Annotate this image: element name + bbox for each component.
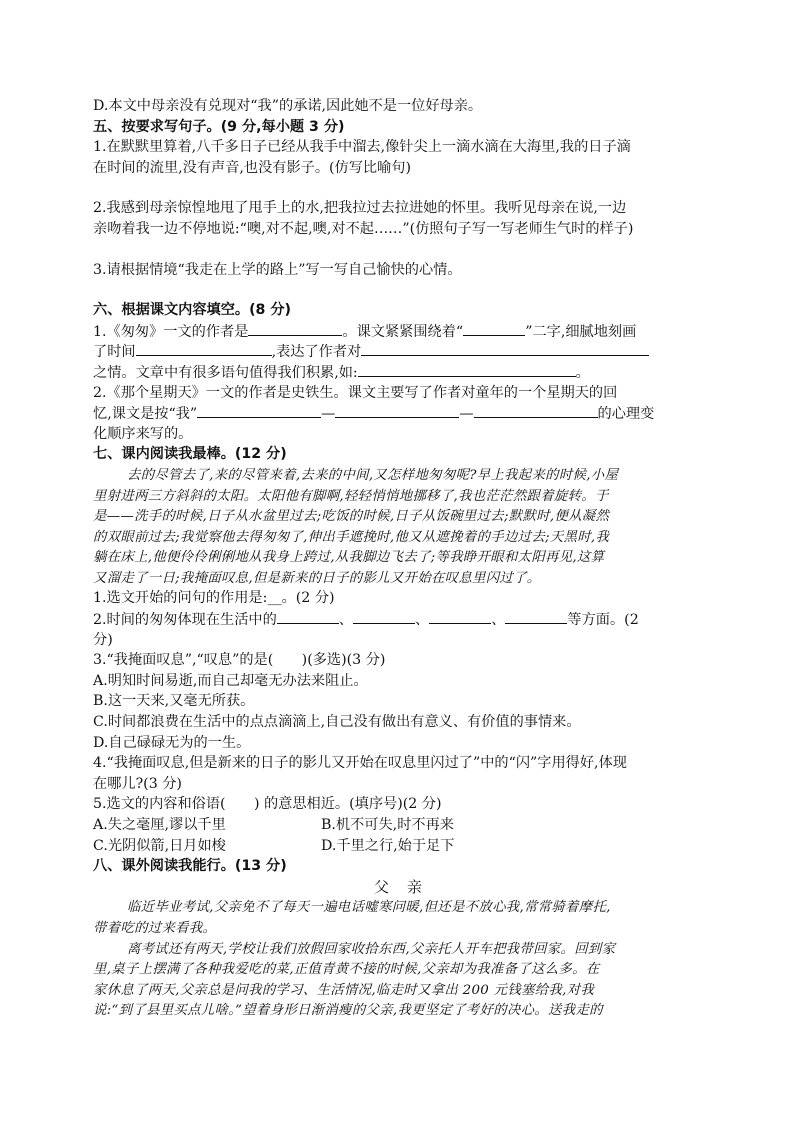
s7-q5-option-d: D.千里之行,始于足下 xyxy=(321,837,455,854)
fill-blank[interactable] xyxy=(505,609,567,624)
s7-q3-option-c: C.时间都浪费在生活中的点点滴滴上,自己没有做出有意义、有价值的事情来。 xyxy=(93,714,581,731)
s7-q3: 3.“我掩面叹息”,“叹息”的是( )(多选)(3 分) xyxy=(93,652,386,669)
dash: — xyxy=(321,406,336,423)
s6-q1-line2 xyxy=(93,341,703,362)
passage-father xyxy=(93,897,703,1021)
passage-line: 带着吃的过来看我。 xyxy=(93,920,217,936)
s7-q5-option-a: A.失之毫厘,谬以千里 xyxy=(93,817,226,833)
text: 。 xyxy=(575,364,590,381)
text: 忆,课文是按“我” xyxy=(93,406,198,423)
fill-blank[interactable] xyxy=(335,403,459,418)
passage-line: 躺在床上,他便伶伶俐俐地从我身上跨过,从我脚边飞去了;等我睁开眼和太阳再见,这算 xyxy=(93,550,605,566)
section-5-title: 五、按要求写句子。(9 分,每小题 3 分) xyxy=(93,118,345,135)
s6-q1-line1 xyxy=(93,321,703,342)
passage-line: 去的尽管去了,来的尽管来着,去来的中间,又怎样地匆匆呢?早上我起来的时候,小屋 xyxy=(127,467,619,483)
s7-q4-line2: 在哪儿?(3 分) xyxy=(93,775,182,792)
separator: 、 xyxy=(491,612,506,629)
answer-space xyxy=(93,240,703,260)
s5-q2-line1: 2.我感到母亲惊惶地甩了甩手上的水,把我拉过去拉进她的怀里。我听见母亲在说,一边 xyxy=(93,200,627,217)
s6-q1-line3 xyxy=(93,362,703,383)
s5-q3: 3.请根据情境“我走在上学的路上”写一写自己愉快的心情。 xyxy=(93,261,462,278)
passage-line: 是——洗手的时候,日子从水盆里过去;吃饭的时候,日子从饭碗里过去;默默时,便从凝然 xyxy=(93,509,610,525)
fill-blank[interactable] xyxy=(248,321,342,336)
s5-q2-line2: 亲吻着我一边不停地说:“噢,对不起,噢,对不起……”(仿照句子写一写老师生气时的样子) xyxy=(93,220,634,237)
section-7-title: 七、课内阅读我最棒。(12 分) xyxy=(93,446,287,463)
s7-q2-line2: 分) xyxy=(93,631,113,648)
separator: 、 xyxy=(415,612,430,629)
text: ,表达了作者对 xyxy=(271,344,362,361)
passage-line: 里射进两三方斜斜的太阳。太阳他有脚啊,轻轻悄悄地挪移了,我也茫茫然跟着旋转。于 xyxy=(93,488,609,504)
s7-q3-option-a: A.明知时间易逝,而自己却毫无办法来阻止。 xyxy=(93,672,368,689)
passage-line: 离考试还有两天,学校让我们放假回家收拾东西,父亲托人开车把我带回家。回到家 xyxy=(127,941,616,957)
passage-line: 临近毕业考试,父亲免不了每天一遍电话嘘寒问暖,但还是不放心我,常常骑着摩托, xyxy=(127,900,611,916)
answer-space xyxy=(93,178,703,198)
passage-line: 里,桌子上摆满了各种我爱吃的菜,正值青黄不接的时候,父亲却为我准备了这么多。在 xyxy=(93,962,600,978)
s7-q5-option-c: C.光阴似箭,日月如梭 xyxy=(93,837,226,854)
text: 之情。文章中有很多语句值得我们积累,如: xyxy=(93,364,358,381)
question-option-d: D.本文中母亲没有兑现对“我”的承诺,因此她不是一位好母亲。 xyxy=(93,98,483,114)
passage-line: 又溜走了一日;我掩面叹息,但是新来的日子的影儿又开始在叹息里闪过了。 xyxy=(93,570,541,586)
fill-blank[interactable] xyxy=(277,609,339,624)
passage-cong-cong xyxy=(93,465,703,589)
fill-blank[interactable] xyxy=(353,609,415,624)
s7-q2-line1 xyxy=(93,609,703,630)
page-content xyxy=(93,96,703,1021)
fill-blank[interactable] xyxy=(474,403,598,418)
fill-blank[interactable] xyxy=(197,403,321,418)
s6-q2-line1: 2.《那个星期天》一文的作者是史铁生。课文主要写了作者对童年的一个星期天的回 xyxy=(93,384,618,401)
answer-space xyxy=(93,280,703,300)
s6-q2-line3: 化顺序来写的。 xyxy=(93,425,193,442)
text: ”二字,细腻地刻画 xyxy=(525,323,637,340)
s7-q5-option-b: B.机不可失,时不再来 xyxy=(321,817,454,833)
text: 2.时间的匆匆体现在生活中的 xyxy=(93,612,277,629)
s6-q2-line2 xyxy=(93,403,703,424)
passage-line: 的双眼前过去;我觉察他去得匆匆了,伸出手遮挽时,他又从遮挽着的手边过去;天黑时,我 xyxy=(93,529,610,545)
s7-q5-options-row1 xyxy=(93,815,703,836)
fill-blank[interactable] xyxy=(361,341,649,356)
dash: — xyxy=(459,406,474,423)
passage-line: 说:“到了县里买点儿啥。”望着身形日渐消瘦的父亲,我更坚定了考好的决心。送我走的 xyxy=(93,1003,603,1019)
s7-q4-line1: 4.“我掩面叹息,但是新来的日子的影儿又开始在叹息里闪过了”中的“闪”字用得好,体现 xyxy=(93,755,627,772)
text: 的心理变 xyxy=(597,406,655,423)
s7-q5-options-row2 xyxy=(93,836,703,857)
fill-blank[interactable] xyxy=(358,362,576,377)
text: 。课文紧紧围绕着“ xyxy=(342,323,464,340)
passage-title: 父亲 xyxy=(373,877,440,896)
text: 了时间 xyxy=(93,344,136,361)
s5-q1-line1: 1.在默默里算着,八千多日子已经从我手中溜去,像针尖上一滴水滴在大海里,我的日子滴 xyxy=(93,139,631,156)
section-8-title: 八、课外阅读我能行。(13 分) xyxy=(93,858,287,875)
passage-line: 家休息了两天,父亲总是问我的学习、生活情况,临走时又拿出 200 元钱塞给我,对我 xyxy=(93,982,595,998)
fill-blank[interactable] xyxy=(429,609,491,624)
s7-q1: 1.选文开始的问句的作用是:__。(2 分) xyxy=(93,590,335,607)
text: 等方面。(2 xyxy=(567,612,639,629)
s7-q5: 5.选文的内容和俗语( ) 的意思相近。(填序号)(2 分) xyxy=(93,796,442,813)
fill-blank[interactable] xyxy=(136,341,272,356)
s7-q3-option-d: D.自己碌碌无为的一生。 xyxy=(93,734,251,751)
s7-q3-option-b: B.这一天来,又毫无所获。 xyxy=(93,693,255,710)
section-6-title: 六、根据课文内容填空。(8 分) xyxy=(93,302,292,319)
separator: 、 xyxy=(338,612,353,629)
fill-blank[interactable] xyxy=(463,321,525,336)
text: 1.《匆匆》一文的作者是 xyxy=(93,323,249,340)
s5-q1-line2: 在时间的流里,没有声音,也没有影子。(仿写比喻句) xyxy=(93,159,412,176)
